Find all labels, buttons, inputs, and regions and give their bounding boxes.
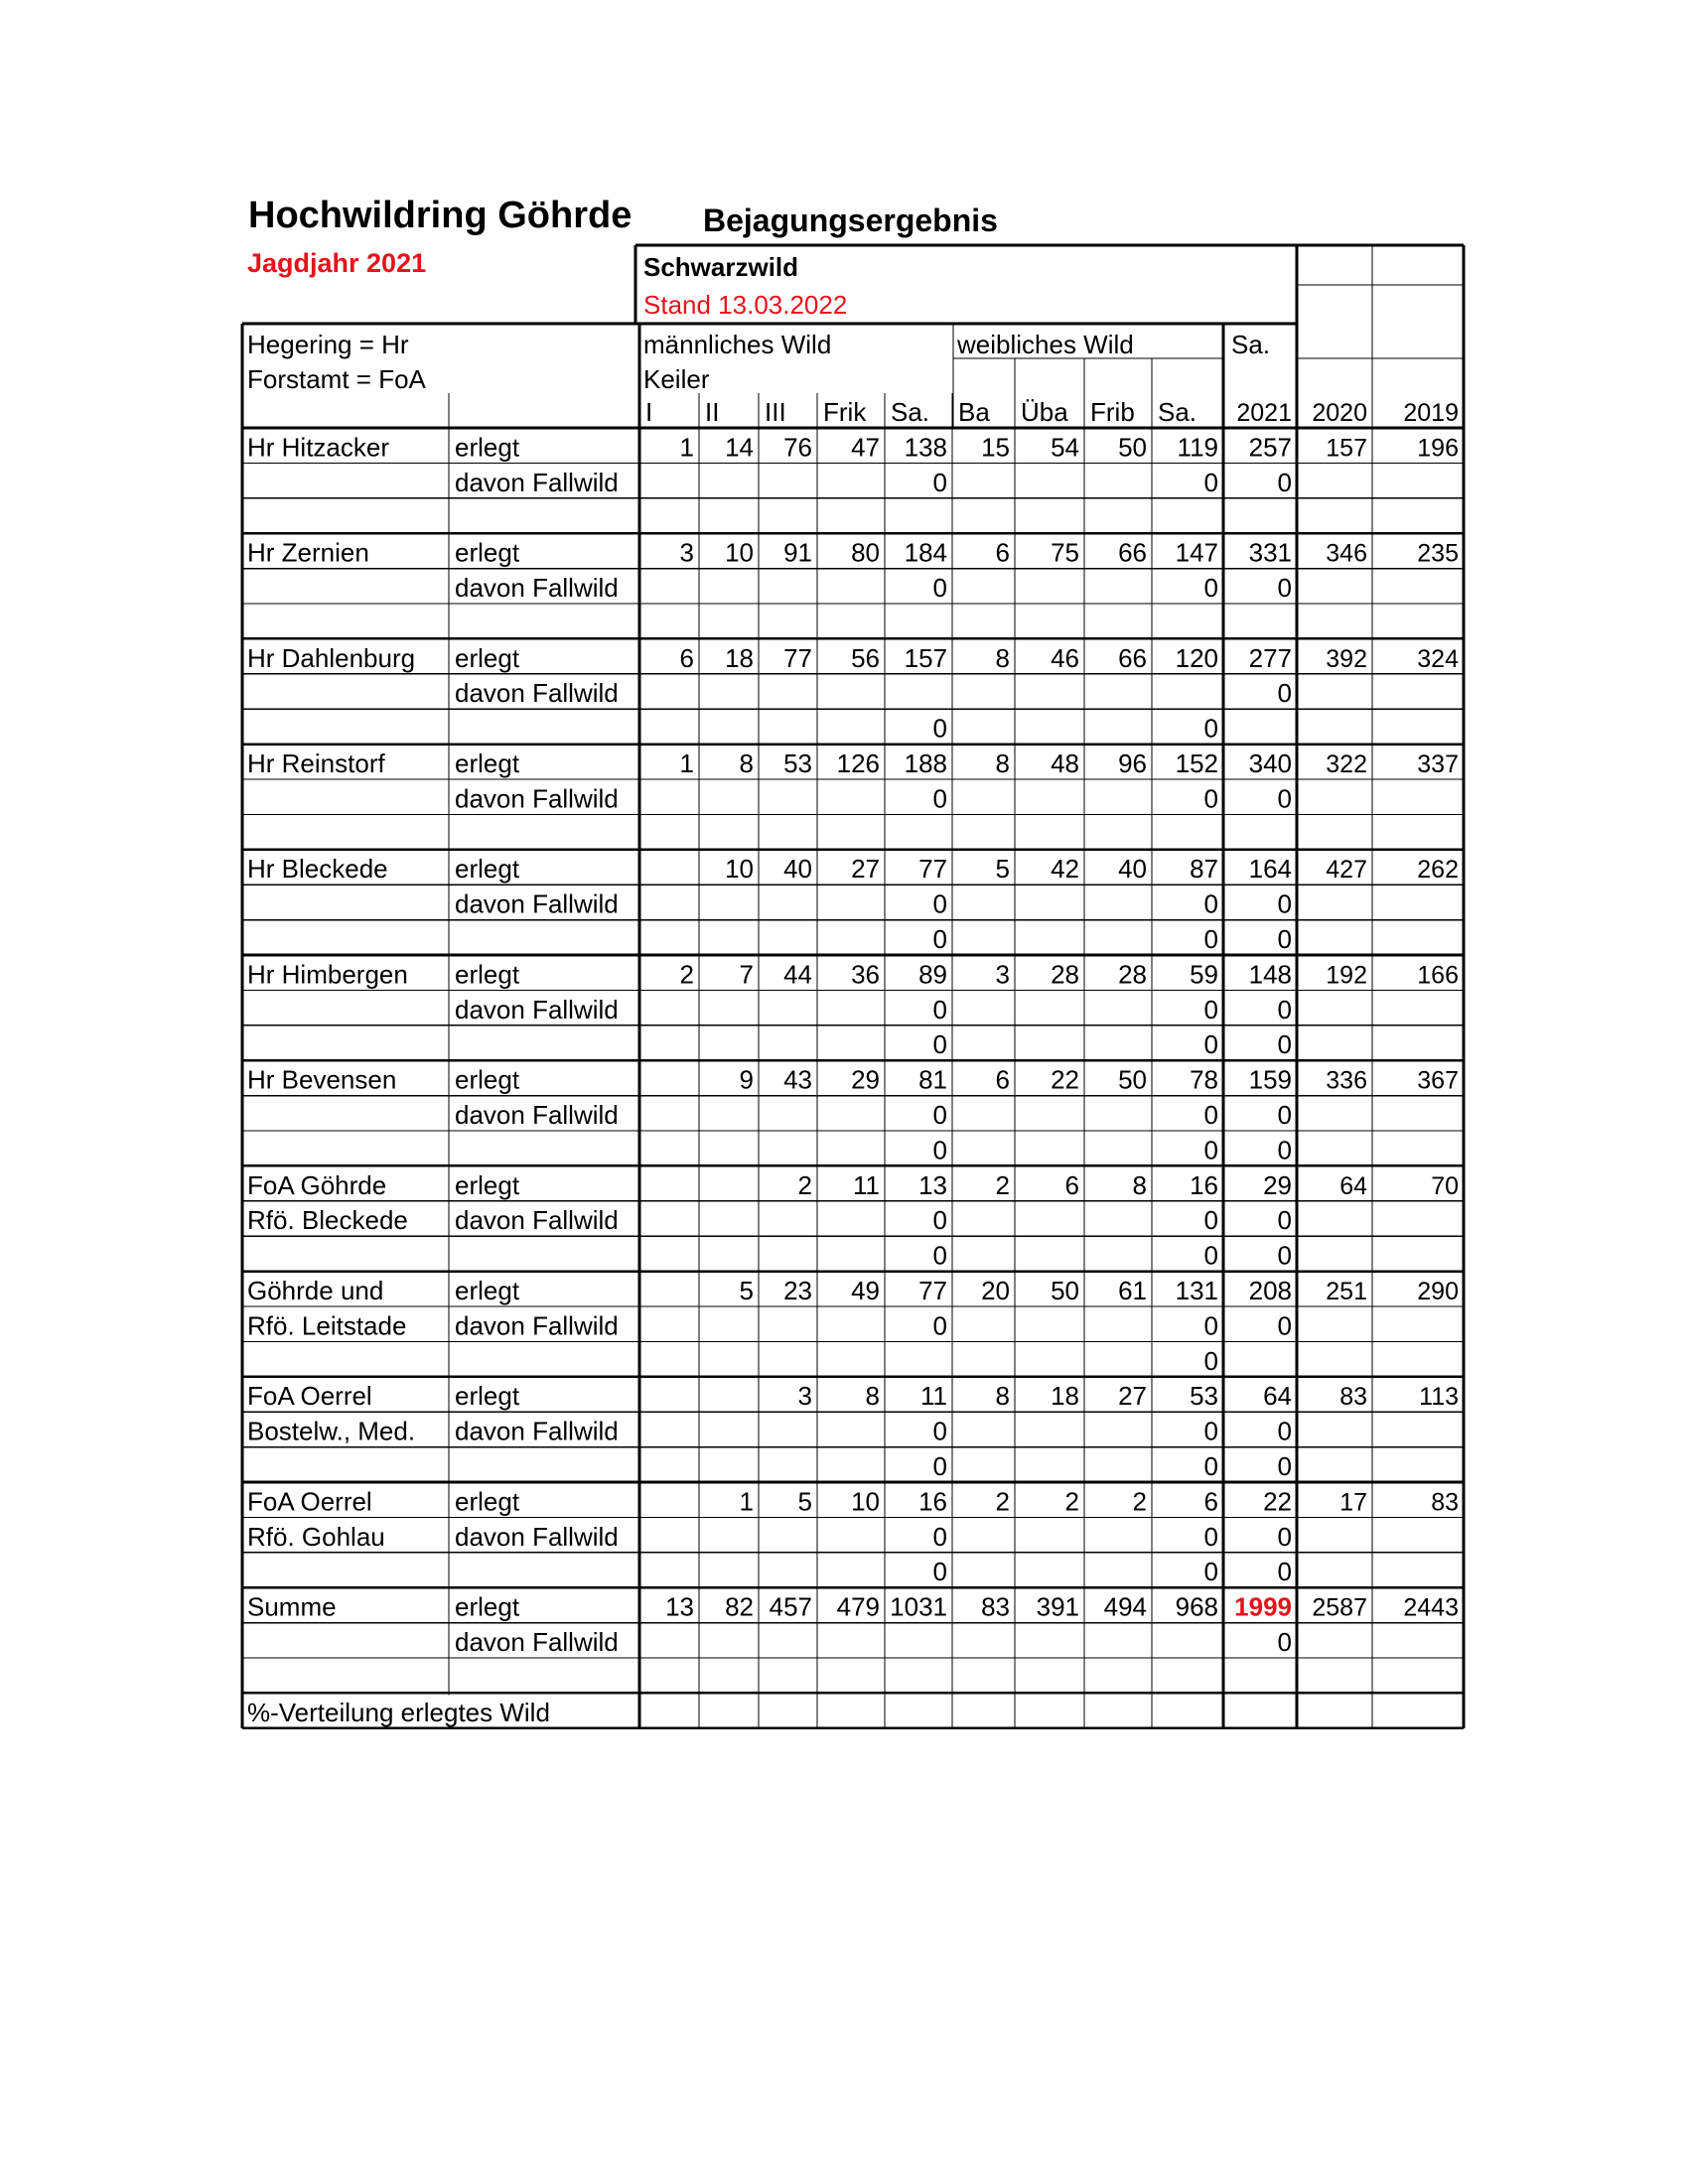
table-cell-value: 1031 — [890, 1591, 947, 1622]
row-type: davon Fallwild — [455, 467, 619, 497]
table-cell-value: 0 — [1203, 467, 1218, 497]
table-cell-value: 0 — [1203, 994, 1218, 1024]
table-cell-value: 10 — [851, 1486, 880, 1517]
table-cell-value: 262 — [1417, 856, 1459, 885]
column-header-III: III — [765, 397, 786, 427]
table-cell-value: 290 — [1417, 1278, 1459, 1305]
table-cell-value: 0 — [932, 573, 947, 603]
table-cell-value: 89 — [918, 959, 947, 990]
table-cell-value: 6 — [995, 1064, 1010, 1095]
table-cell-value: 7 — [739, 959, 754, 990]
table-cell-value: 76 — [783, 432, 812, 463]
table-cell-value: 0 — [932, 994, 947, 1024]
table-cell-value: 0 — [1203, 713, 1218, 744]
table-cell-value: 1 — [739, 1486, 754, 1517]
table-cell-value: 46 — [1051, 642, 1079, 673]
table-cell-value: 56 — [851, 642, 880, 673]
row-type: davon Fallwild — [455, 1205, 619, 1236]
table-cell-value: 0 — [1203, 1310, 1218, 1341]
table-cell-value: 48 — [1051, 749, 1079, 778]
column-header-Frib: Frib — [1090, 397, 1135, 427]
table-cell-value: 0 — [932, 713, 947, 744]
table-cell-value: 16 — [1190, 1169, 1218, 1200]
table-cell-value: 6 — [1064, 1169, 1079, 1200]
table-cell-value: 8 — [1132, 1169, 1147, 1200]
row-type: davon Fallwild — [455, 1416, 619, 1446]
table-cell-value: 29 — [1263, 1169, 1292, 1200]
table-cell-value: 23 — [783, 1276, 812, 1305]
table-cell-value: 50 — [1118, 432, 1147, 463]
table-cell-value: 53 — [1190, 1381, 1218, 1412]
table-cell-value: 1 — [679, 749, 694, 778]
row-name: Bostelw., Med. — [247, 1416, 416, 1446]
table-cell-value: 8 — [995, 749, 1010, 778]
row-name: Hr Bevensen — [247, 1064, 397, 1095]
table-cell-value: 8 — [995, 1381, 1010, 1412]
row-name: Hr Hitzacker — [247, 432, 390, 463]
table-cell-value: 0 — [1277, 1627, 1292, 1657]
table-cell-value: 64 — [1263, 1381, 1292, 1412]
table-cell-value: 119 — [1177, 432, 1218, 463]
table-cell-value: 3 — [995, 959, 1010, 990]
row-type: davon Fallwild — [455, 783, 619, 814]
table-cell-value: 0 — [1203, 1205, 1218, 1236]
table-cell-value: 2443 — [1403, 1593, 1459, 1622]
table-cell-value: 0 — [932, 467, 947, 497]
table-cell-value: 427 — [1326, 856, 1367, 885]
table-cell-value: 131 — [1175, 1276, 1218, 1305]
table-cell-value: 138 — [904, 432, 947, 463]
table-cell-value: 2 — [1132, 1486, 1147, 1517]
table-cell-value: 126 — [836, 749, 880, 778]
row-name: Göhrde und — [247, 1276, 384, 1305]
row-type: erlegt — [455, 749, 520, 778]
table-cell-value: 0 — [1203, 1451, 1218, 1481]
column-header-Frik: Frik — [823, 397, 867, 427]
table-cell-value: 157 — [904, 642, 947, 673]
row-type: erlegt — [455, 854, 520, 885]
row-type: erlegt — [455, 1169, 520, 1200]
table-cell-value: 0 — [1203, 1416, 1218, 1446]
row-name: Hr Himbergen — [247, 959, 408, 990]
table-cell-value: 0 — [1277, 1029, 1292, 1060]
row-type: erlegt — [455, 1381, 520, 1412]
table-cell-value: 208 — [1248, 1276, 1292, 1305]
table-cell-value: 77 — [918, 854, 947, 885]
row-name: Rfö. Leitstade — [247, 1310, 407, 1341]
table-cell-value: 0 — [932, 1310, 947, 1341]
table-cell-value: 0 — [932, 924, 947, 954]
table-cell-value: 367 — [1417, 1066, 1459, 1095]
column-header-Üba: Üba — [1021, 397, 1068, 427]
grand-total-value: 1999 — [1234, 1591, 1292, 1622]
row-type: davon Fallwild — [455, 573, 619, 603]
table-cell-value: 1 — [679, 432, 694, 463]
table-cell-value: 148 — [1248, 959, 1292, 990]
table-cell-value: 251 — [1326, 1278, 1367, 1305]
table-cell-value: 27 — [851, 854, 880, 885]
table-cell-value: 0 — [1277, 783, 1292, 814]
table-cell-value: 61 — [1118, 1276, 1147, 1305]
table-cell-value: 22 — [1051, 1064, 1079, 1095]
row-name: FoA Göhrde — [247, 1169, 387, 1200]
table-cell-value: 5 — [797, 1486, 812, 1517]
column-header-2019: 2019 — [1403, 399, 1459, 427]
table-cell-value: 83 — [1431, 1488, 1459, 1517]
hunting-year: Jagdjahr 2021 — [247, 248, 427, 278]
table-cell-value: 2 — [1064, 1486, 1079, 1517]
column-header-Sa: Sa. — [891, 397, 930, 427]
table-cell-value: 147 — [1175, 537, 1218, 568]
table-cell-value: 0 — [1277, 1205, 1292, 1236]
table-cell-value: 91 — [783, 537, 812, 568]
table-cell-value: 0 — [932, 1240, 947, 1271]
row-name: Rfö. Gohlau — [247, 1521, 385, 1552]
column-header-Sa: Sa. — [1158, 397, 1197, 427]
table-cell-value: 159 — [1248, 1064, 1292, 1095]
table-cell-value: 0 — [1277, 1521, 1292, 1552]
table-cell-value: 257 — [1248, 432, 1292, 463]
table-cell-value: 0 — [1277, 1310, 1292, 1341]
table-cell-value: 6 — [679, 642, 694, 673]
table-cell-value: 28 — [1051, 959, 1079, 990]
table-cell-value: 0 — [1277, 1416, 1292, 1446]
table-cell-value: 0 — [1277, 924, 1292, 954]
table-cell-value: 192 — [1326, 961, 1367, 990]
table-cell-value: 0 — [1277, 573, 1292, 603]
table-cell-value: 22 — [1263, 1486, 1292, 1517]
table-cell-value: 40 — [783, 854, 812, 885]
table-cell-value: 0 — [932, 1135, 947, 1165]
table-cell-value: 27 — [1118, 1381, 1147, 1412]
row-type: davon Fallwild — [455, 1521, 619, 1552]
table-cell-value: 0 — [932, 783, 947, 814]
keiler-header: Keiler — [643, 364, 710, 394]
table-cell-value: 0 — [1203, 924, 1218, 954]
table-cell-value: 44 — [783, 959, 812, 990]
table-cell-value: 188 — [904, 749, 947, 778]
column-header-I: I — [645, 397, 653, 427]
table-cell-value: 196 — [1417, 434, 1459, 463]
table-cell-value: 2 — [797, 1169, 812, 1200]
table-cell-value: 322 — [1326, 751, 1367, 778]
row-type: davon Fallwild — [455, 1310, 619, 1341]
table-cell-value: 8 — [865, 1381, 880, 1412]
table-cell-value: 42 — [1051, 854, 1079, 885]
table-cell-value: 10 — [725, 854, 754, 885]
total-header: Sa. — [1231, 330, 1271, 359]
table-cell-value: 0 — [1203, 1521, 1218, 1552]
table-cell-value: 324 — [1417, 644, 1459, 673]
table-cell-value: 59 — [1190, 959, 1218, 990]
table-cell-value: 96 — [1118, 749, 1147, 778]
table-cell-value: 29 — [851, 1064, 880, 1095]
table-cell-value: 3 — [797, 1381, 812, 1412]
table-cell-value: 80 — [851, 537, 880, 568]
table-cell-value: 43 — [783, 1064, 812, 1095]
row-type: davon Fallwild — [455, 678, 619, 709]
row-type: erlegt — [455, 1064, 520, 1095]
table-cell-value: 13 — [918, 1169, 947, 1200]
table-cell-value: 0 — [1277, 1240, 1292, 1271]
table-cell-value: 15 — [981, 432, 1010, 463]
table-cell-value: 0 — [932, 1451, 947, 1481]
table-cell-value: 0 — [1277, 1100, 1292, 1130]
table-cell-value: 0 — [1203, 573, 1218, 603]
row-type: erlegt — [455, 642, 520, 673]
table-cell-value: 9 — [739, 1064, 754, 1095]
table-cell-value: 66 — [1118, 642, 1147, 673]
table-cell-value: 113 — [1419, 1383, 1459, 1412]
table-cell-value: 18 — [725, 642, 754, 673]
table-cell-value: 331 — [1248, 537, 1292, 568]
table-cell-value: 8 — [739, 749, 754, 778]
table-cells — [247, 397, 1459, 1727]
table-cell-value: 40 — [1118, 854, 1147, 885]
table-cell-value: 0 — [1203, 1240, 1218, 1271]
table-cell-value: 13 — [665, 1591, 694, 1622]
row-type: davon Fallwild — [455, 888, 619, 919]
table-cell-value: 0 — [1277, 1135, 1292, 1165]
row-name: Rfö. Bleckede — [247, 1205, 408, 1236]
table-cell-value: 28 — [1118, 959, 1147, 990]
table-cell-value: 53 — [783, 749, 812, 778]
row-type: davon Fallwild — [455, 1100, 619, 1130]
table-cell-value: 11 — [853, 1169, 880, 1200]
table-cell-value: 66 — [1118, 537, 1147, 568]
table-cell-value: 0 — [1203, 888, 1218, 919]
table-cell-value: 0 — [932, 1416, 947, 1446]
row-name: %-Verteilung erlegtes Wild — [247, 1697, 550, 1727]
table-cell-value: 78 — [1190, 1064, 1218, 1095]
row-type: davon Fallwild — [455, 994, 619, 1024]
table-cell-value: 6 — [995, 537, 1010, 568]
table-cell-value: 0 — [932, 1029, 947, 1060]
table-cell-value: 0 — [1203, 1029, 1218, 1060]
table-cell-value: 82 — [725, 1591, 754, 1622]
table-cell-value: 0 — [1277, 467, 1292, 497]
table-cell-value: 5 — [995, 854, 1010, 885]
table-cell-value: 75 — [1051, 537, 1079, 568]
row-type: erlegt — [455, 959, 520, 990]
table-cell-value: 47 — [851, 432, 880, 463]
document-title: Hochwildring Göhrde — [248, 195, 633, 236]
table-cell-value: 0 — [932, 1521, 947, 1552]
row-type: erlegt — [455, 537, 520, 568]
table-cell-value: 70 — [1431, 1171, 1459, 1200]
table-cell-value: 2587 — [1312, 1593, 1367, 1622]
table-cell-value: 10 — [725, 537, 754, 568]
table-cell-value: 0 — [1277, 678, 1292, 709]
table-cell-value: 0 — [1277, 1451, 1292, 1481]
table-cell-value: 49 — [851, 1276, 880, 1305]
female-wild-header: weibliches Wild — [957, 330, 1134, 359]
table-cell-value: 20 — [981, 1276, 1010, 1305]
table-cell-value: 83 — [981, 1591, 1010, 1622]
table-cell-value: 81 — [918, 1064, 947, 1095]
table-cell-value: 77 — [918, 1276, 947, 1305]
table-cell-value: 64 — [1339, 1171, 1367, 1200]
table-cell-value: 3 — [679, 537, 694, 568]
table-cell-value: 277 — [1248, 642, 1292, 673]
table-cell-value: 479 — [836, 1591, 880, 1622]
table-cell-value: 120 — [1175, 642, 1218, 673]
table-cell-value: 184 — [904, 537, 947, 568]
table-cell-value: 0 — [1277, 994, 1292, 1024]
table-cell-value: 235 — [1417, 539, 1459, 568]
legend-hegering: Hegering = Hr — [247, 330, 409, 359]
table-cell-value: 14 — [725, 432, 754, 463]
table-cell-value: 337 — [1417, 751, 1459, 778]
table-cell-value: 54 — [1051, 432, 1079, 463]
table-cell-value: 87 — [1190, 854, 1218, 885]
row-type: erlegt — [455, 1591, 520, 1622]
column-header-2020: 2020 — [1312, 399, 1367, 427]
table-cell-value: 36 — [851, 959, 880, 990]
table-cell-value: 494 — [1103, 1591, 1147, 1622]
table-cell-value: 83 — [1339, 1383, 1367, 1412]
table-cell-value: 0 — [932, 888, 947, 919]
row-name: FoA Oerrel — [247, 1486, 372, 1517]
row-name: Hr Reinstorf — [247, 749, 385, 778]
row-name: Hr Dahlenburg — [247, 642, 416, 673]
table-cell-value: 152 — [1175, 749, 1218, 778]
table-cell-value: 6 — [1203, 1486, 1218, 1517]
document-subtitle: Bejagungsergebnis — [703, 203, 998, 238]
row-type: erlegt — [455, 1276, 520, 1305]
table-cell-value: 5 — [739, 1276, 754, 1305]
table-cell-value: 8 — [995, 642, 1010, 673]
table-cell-value: 0 — [932, 1557, 947, 1587]
table-cell-value: 164 — [1248, 854, 1292, 885]
table-cell-value: 392 — [1326, 644, 1367, 673]
table-cell-value: 457 — [769, 1591, 812, 1622]
table-cell-value: 0 — [1277, 888, 1292, 919]
row-name: FoA Oerrel — [247, 1381, 372, 1412]
male-wild-header: männliches Wild — [643, 330, 832, 359]
row-name: Summe — [247, 1591, 337, 1622]
table-cell-value: 166 — [1417, 961, 1459, 990]
row-name: Hr Bleckede — [247, 854, 388, 885]
row-type: erlegt — [455, 432, 520, 463]
table-cell-value: 391 — [1036, 1591, 1079, 1622]
table-cell-value: 0 — [1203, 1135, 1218, 1165]
table-cell-value: 50 — [1118, 1064, 1147, 1095]
table-cell-value: 340 — [1248, 749, 1292, 778]
table-cell-value: 2 — [995, 1169, 1010, 1200]
table-cell-value: 157 — [1326, 434, 1367, 463]
table-cell-value: 0 — [1203, 1100, 1218, 1130]
column-header-Ba: Ba — [958, 397, 990, 427]
table-cell-value: 968 — [1175, 1591, 1218, 1622]
table-cell-value: 0 — [932, 1205, 947, 1236]
table-cell-value: 2 — [995, 1486, 1010, 1517]
table-cell-value: 18 — [1051, 1381, 1079, 1412]
row-type: davon Fallwild — [455, 1627, 619, 1657]
stand-date: Stand 13.03.2022 — [643, 290, 848, 320]
table-cell-value: 336 — [1326, 1066, 1367, 1095]
table-cell-value: 16 — [918, 1486, 947, 1517]
table-cell-value: 0 — [1277, 1557, 1292, 1587]
legend-forstamt: Forstamt = FoA — [247, 364, 426, 394]
row-type: erlegt — [455, 1486, 520, 1517]
table-cell-value: 11 — [920, 1381, 947, 1412]
table-cell-value: 50 — [1051, 1276, 1079, 1305]
species-label: Schwarzwild — [643, 252, 799, 282]
table-cell-value: 0 — [1203, 783, 1218, 814]
table-cell-value: 0 — [1203, 1345, 1218, 1376]
table-cell-value: 346 — [1326, 539, 1367, 568]
column-header-2021: 2021 — [1236, 399, 1292, 427]
table-cell-value: 2 — [679, 959, 694, 990]
table-cell-value: 77 — [783, 642, 812, 673]
table-cell-value: 0 — [1203, 1557, 1218, 1587]
table-cell-value: 0 — [932, 1100, 947, 1130]
row-name: Hr Zernien — [247, 537, 369, 568]
table-cell-value: 17 — [1339, 1488, 1367, 1517]
column-header-II: II — [705, 397, 720, 427]
